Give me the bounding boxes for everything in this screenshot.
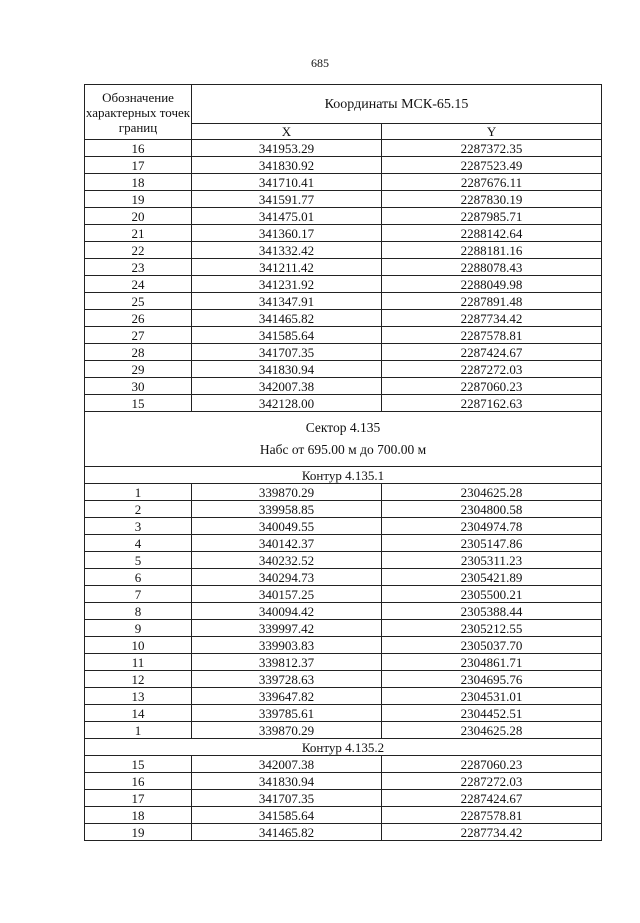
x-column-header: X — [192, 124, 382, 140]
y-cell: 2287372.35 — [382, 140, 602, 157]
coordinates-table — [84, 84, 602, 841]
table-row — [85, 620, 602, 637]
point-cell: 13 — [85, 688, 192, 705]
table-row — [85, 654, 602, 671]
point-cell: 28 — [85, 344, 192, 361]
point-cell: 16 — [85, 140, 192, 157]
point-cell: 25 — [85, 293, 192, 310]
y-cell: 2287578.81 — [382, 327, 602, 344]
point-cell: 12 — [85, 671, 192, 688]
y-cell: 2287272.03 — [382, 773, 602, 790]
table-row — [85, 807, 602, 824]
point-cell: 30 — [85, 378, 192, 395]
point-cell: 1 — [85, 484, 192, 501]
point-cell: 18 — [85, 174, 192, 191]
x-cell: 341707.35 — [192, 344, 382, 361]
table-row — [85, 535, 602, 552]
x-cell: 341332.42 — [192, 242, 382, 259]
table-row — [85, 361, 602, 378]
y-cell: 2305500.21 — [382, 586, 602, 603]
y-cell: 2287162.63 — [382, 395, 602, 412]
point-cell: 5 — [85, 552, 192, 569]
table-row — [85, 395, 602, 412]
point-cell: 15 — [85, 395, 192, 412]
first-block-rows — [85, 140, 602, 412]
table-row — [85, 688, 602, 705]
y-cell: 2304974.78 — [382, 518, 602, 535]
point-cell: 24 — [85, 276, 192, 293]
x-cell: 340049.55 — [192, 518, 382, 535]
point-cell: 11 — [85, 654, 192, 671]
point-cell: 17 — [85, 790, 192, 807]
x-cell: 340232.52 — [192, 552, 382, 569]
y-cell: 2288181.16 — [382, 242, 602, 259]
table-row — [85, 157, 602, 174]
point-cell: 27 — [85, 327, 192, 344]
x-cell: 339870.29 — [192, 722, 382, 739]
x-cell: 340157.25 — [192, 586, 382, 603]
x-cell: 341360.17 — [192, 225, 382, 242]
sector-heading — [85, 412, 602, 467]
y-cell: 2305147.86 — [382, 535, 602, 552]
table-row — [85, 603, 602, 620]
y-cell: 2304625.28 — [382, 484, 602, 501]
point-cell: 19 — [85, 824, 192, 841]
table-row — [85, 637, 602, 654]
y-cell: 2287060.23 — [382, 378, 602, 395]
x-cell: 341585.64 — [192, 327, 382, 344]
x-cell: 341475.01 — [192, 208, 382, 225]
table-row — [85, 518, 602, 535]
y-cell: 2304861.71 — [382, 654, 602, 671]
y-cell: 2304695.76 — [382, 671, 602, 688]
x-cell: 339997.42 — [192, 620, 382, 637]
x-cell: 340142.37 — [192, 535, 382, 552]
y-cell: 2304625.28 — [382, 722, 602, 739]
y-cell: 2287060.23 — [382, 756, 602, 773]
x-cell: 339870.29 — [192, 484, 382, 501]
table-row — [85, 310, 602, 327]
x-cell: 339728.63 — [192, 671, 382, 688]
table-row — [85, 484, 602, 501]
table-row — [85, 586, 602, 603]
table-row — [85, 140, 602, 157]
point-cell: 7 — [85, 586, 192, 603]
point-cell: 26 — [85, 310, 192, 327]
contour-1-title: Контур 4.135.1 — [85, 467, 602, 484]
x-cell: 341830.92 — [192, 157, 382, 174]
x-cell: 341211.42 — [192, 259, 382, 276]
x-cell: 341465.82 — [192, 824, 382, 841]
x-cell: 341953.29 — [192, 140, 382, 157]
x-cell: 339903.83 — [192, 637, 382, 654]
coordinates-title: Координаты МСК-65.15 — [192, 85, 602, 124]
point-cell: 6 — [85, 569, 192, 586]
point-cell: 2 — [85, 501, 192, 518]
x-cell: 340094.42 — [192, 603, 382, 620]
point-cell: 23 — [85, 259, 192, 276]
table-row — [85, 225, 602, 242]
page-number: 685 — [311, 56, 329, 70]
point-cell: 19 — [85, 191, 192, 208]
y-cell: 2287424.67 — [382, 790, 602, 807]
y-cell: 2287891.48 — [382, 293, 602, 310]
table-row — [85, 208, 602, 225]
x-cell: 340294.73 — [192, 569, 382, 586]
y-cell: 2305388.44 — [382, 603, 602, 620]
x-cell: 341830.94 — [192, 773, 382, 790]
y-cell: 2304531.01 — [382, 688, 602, 705]
point-cell: 8 — [85, 603, 192, 620]
table-row — [85, 824, 602, 841]
y-cell: 2287424.67 — [382, 344, 602, 361]
table-row — [85, 327, 602, 344]
x-cell: 341585.64 — [192, 807, 382, 824]
x-cell: 339785.61 — [192, 705, 382, 722]
contour-2-rows — [85, 756, 602, 841]
x-cell: 342007.38 — [192, 756, 382, 773]
x-cell: 342007.38 — [192, 378, 382, 395]
point-cell: 9 — [85, 620, 192, 637]
x-cell: 342128.00 — [192, 395, 382, 412]
point-cell: 17 — [85, 157, 192, 174]
table-row — [85, 259, 602, 276]
y-cell: 2305421.89 — [382, 569, 602, 586]
y-cell: 2288078.43 — [382, 259, 602, 276]
point-column-header: Обозначение характерных точек границ — [85, 85, 192, 140]
point-cell: 20 — [85, 208, 192, 225]
table-row — [85, 569, 602, 586]
y-cell: 2287830.19 — [382, 191, 602, 208]
x-cell: 339958.85 — [192, 501, 382, 518]
point-cell: 29 — [85, 361, 192, 378]
table-row — [85, 773, 602, 790]
y-cell: 2304800.58 — [382, 501, 602, 518]
y-cell: 2305037.70 — [382, 637, 602, 654]
table-row — [85, 174, 602, 191]
y-cell: 2287985.71 — [382, 208, 602, 225]
x-cell: 339812.37 — [192, 654, 382, 671]
table-row — [85, 671, 602, 688]
contour-1-rows — [85, 484, 602, 739]
table-row — [85, 722, 602, 739]
y-cell: 2287734.42 — [382, 310, 602, 327]
table-row — [85, 242, 602, 259]
table-row — [85, 378, 602, 395]
sector-height-range: Набс от 695.00 м до 700.00 м — [259, 442, 427, 457]
point-cell: 18 — [85, 807, 192, 824]
y-cell: 2305212.55 — [382, 620, 602, 637]
table-row — [85, 501, 602, 518]
x-cell: 341707.35 — [192, 790, 382, 807]
contour-2-title: Контур 4.135.2 — [85, 739, 602, 756]
table-row — [85, 705, 602, 722]
table-row — [85, 552, 602, 569]
point-cell: 16 — [85, 773, 192, 790]
y-cell: 2287734.42 — [382, 824, 602, 841]
table-row — [85, 191, 602, 208]
point-cell: 10 — [85, 637, 192, 654]
point-cell: 14 — [85, 705, 192, 722]
point-cell: 15 — [85, 756, 192, 773]
y-column-header: Y — [382, 124, 602, 140]
point-cell: 4 — [85, 535, 192, 552]
y-cell: 2305311.23 — [382, 552, 602, 569]
table-row — [85, 344, 602, 361]
x-cell: 341231.92 — [192, 276, 382, 293]
y-cell: 2287272.03 — [382, 361, 602, 378]
x-cell: 339647.82 — [192, 688, 382, 705]
x-cell: 341591.77 — [192, 191, 382, 208]
point-cell: 1 — [85, 722, 192, 739]
table-row — [85, 790, 602, 807]
point-cell: 3 — [85, 518, 192, 535]
y-cell: 2288049.98 — [382, 276, 602, 293]
x-cell: 341710.41 — [192, 174, 382, 191]
x-cell: 341830.94 — [192, 361, 382, 378]
table-row — [85, 276, 602, 293]
y-cell: 2288142.64 — [382, 225, 602, 242]
y-cell: 2287523.49 — [382, 157, 602, 174]
x-cell: 341465.82 — [192, 310, 382, 327]
table-row — [85, 293, 602, 310]
x-cell: 341347.91 — [192, 293, 382, 310]
y-cell: 2287676.11 — [382, 174, 602, 191]
point-cell: 22 — [85, 242, 192, 259]
sector-title: Сектор 4.135 — [305, 420, 381, 435]
point-cell: 21 — [85, 225, 192, 242]
y-cell: 2287578.81 — [382, 807, 602, 824]
table-row — [85, 756, 602, 773]
y-cell: 2304452.51 — [382, 705, 602, 722]
